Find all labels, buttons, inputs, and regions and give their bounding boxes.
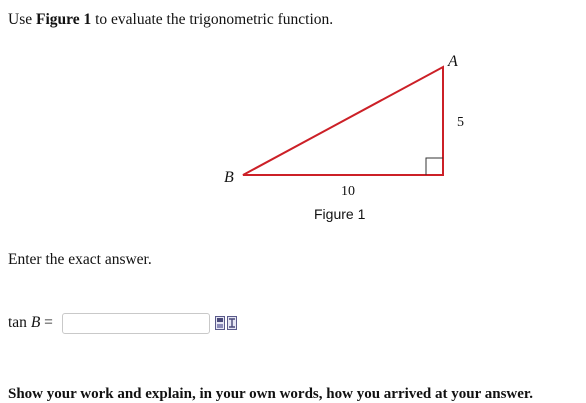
answer-tools [215, 316, 237, 330]
right-triangle [243, 67, 443, 175]
side-horizontal-label: 10 [341, 184, 355, 199]
symbol-editor-icon[interactable] [227, 316, 237, 330]
figure-caption: Figure 1 [314, 206, 366, 222]
equals-sign: = [44, 314, 53, 331]
figure-reference: Figure 1 [35, 11, 92, 28]
question-instruction [8, 11, 333, 29]
instruction-prefix: Use [8, 11, 36, 28]
triangle-figure [210, 45, 470, 230]
function-name: tan [8, 314, 27, 331]
answer-label [8, 314, 53, 332]
vertex-b-label: B [224, 169, 234, 186]
instruction-suffix: to evaluate the trigonometric function. [91, 11, 334, 28]
angle-name: B [30, 314, 41, 331]
equation-editor-icon[interactable] [215, 316, 225, 330]
answer-input[interactable] [62, 313, 210, 334]
side-vertical-label: 5 [457, 115, 464, 130]
vertex-a-label: A [448, 53, 458, 70]
enter-answer-prompt: Enter the exact answer. [8, 251, 152, 268]
explain-instruction: Show your work and explain, in your own words, how you arrived at your answer. [8, 386, 533, 402]
right-angle-marker [426, 158, 443, 175]
answer-row [8, 311, 237, 335]
